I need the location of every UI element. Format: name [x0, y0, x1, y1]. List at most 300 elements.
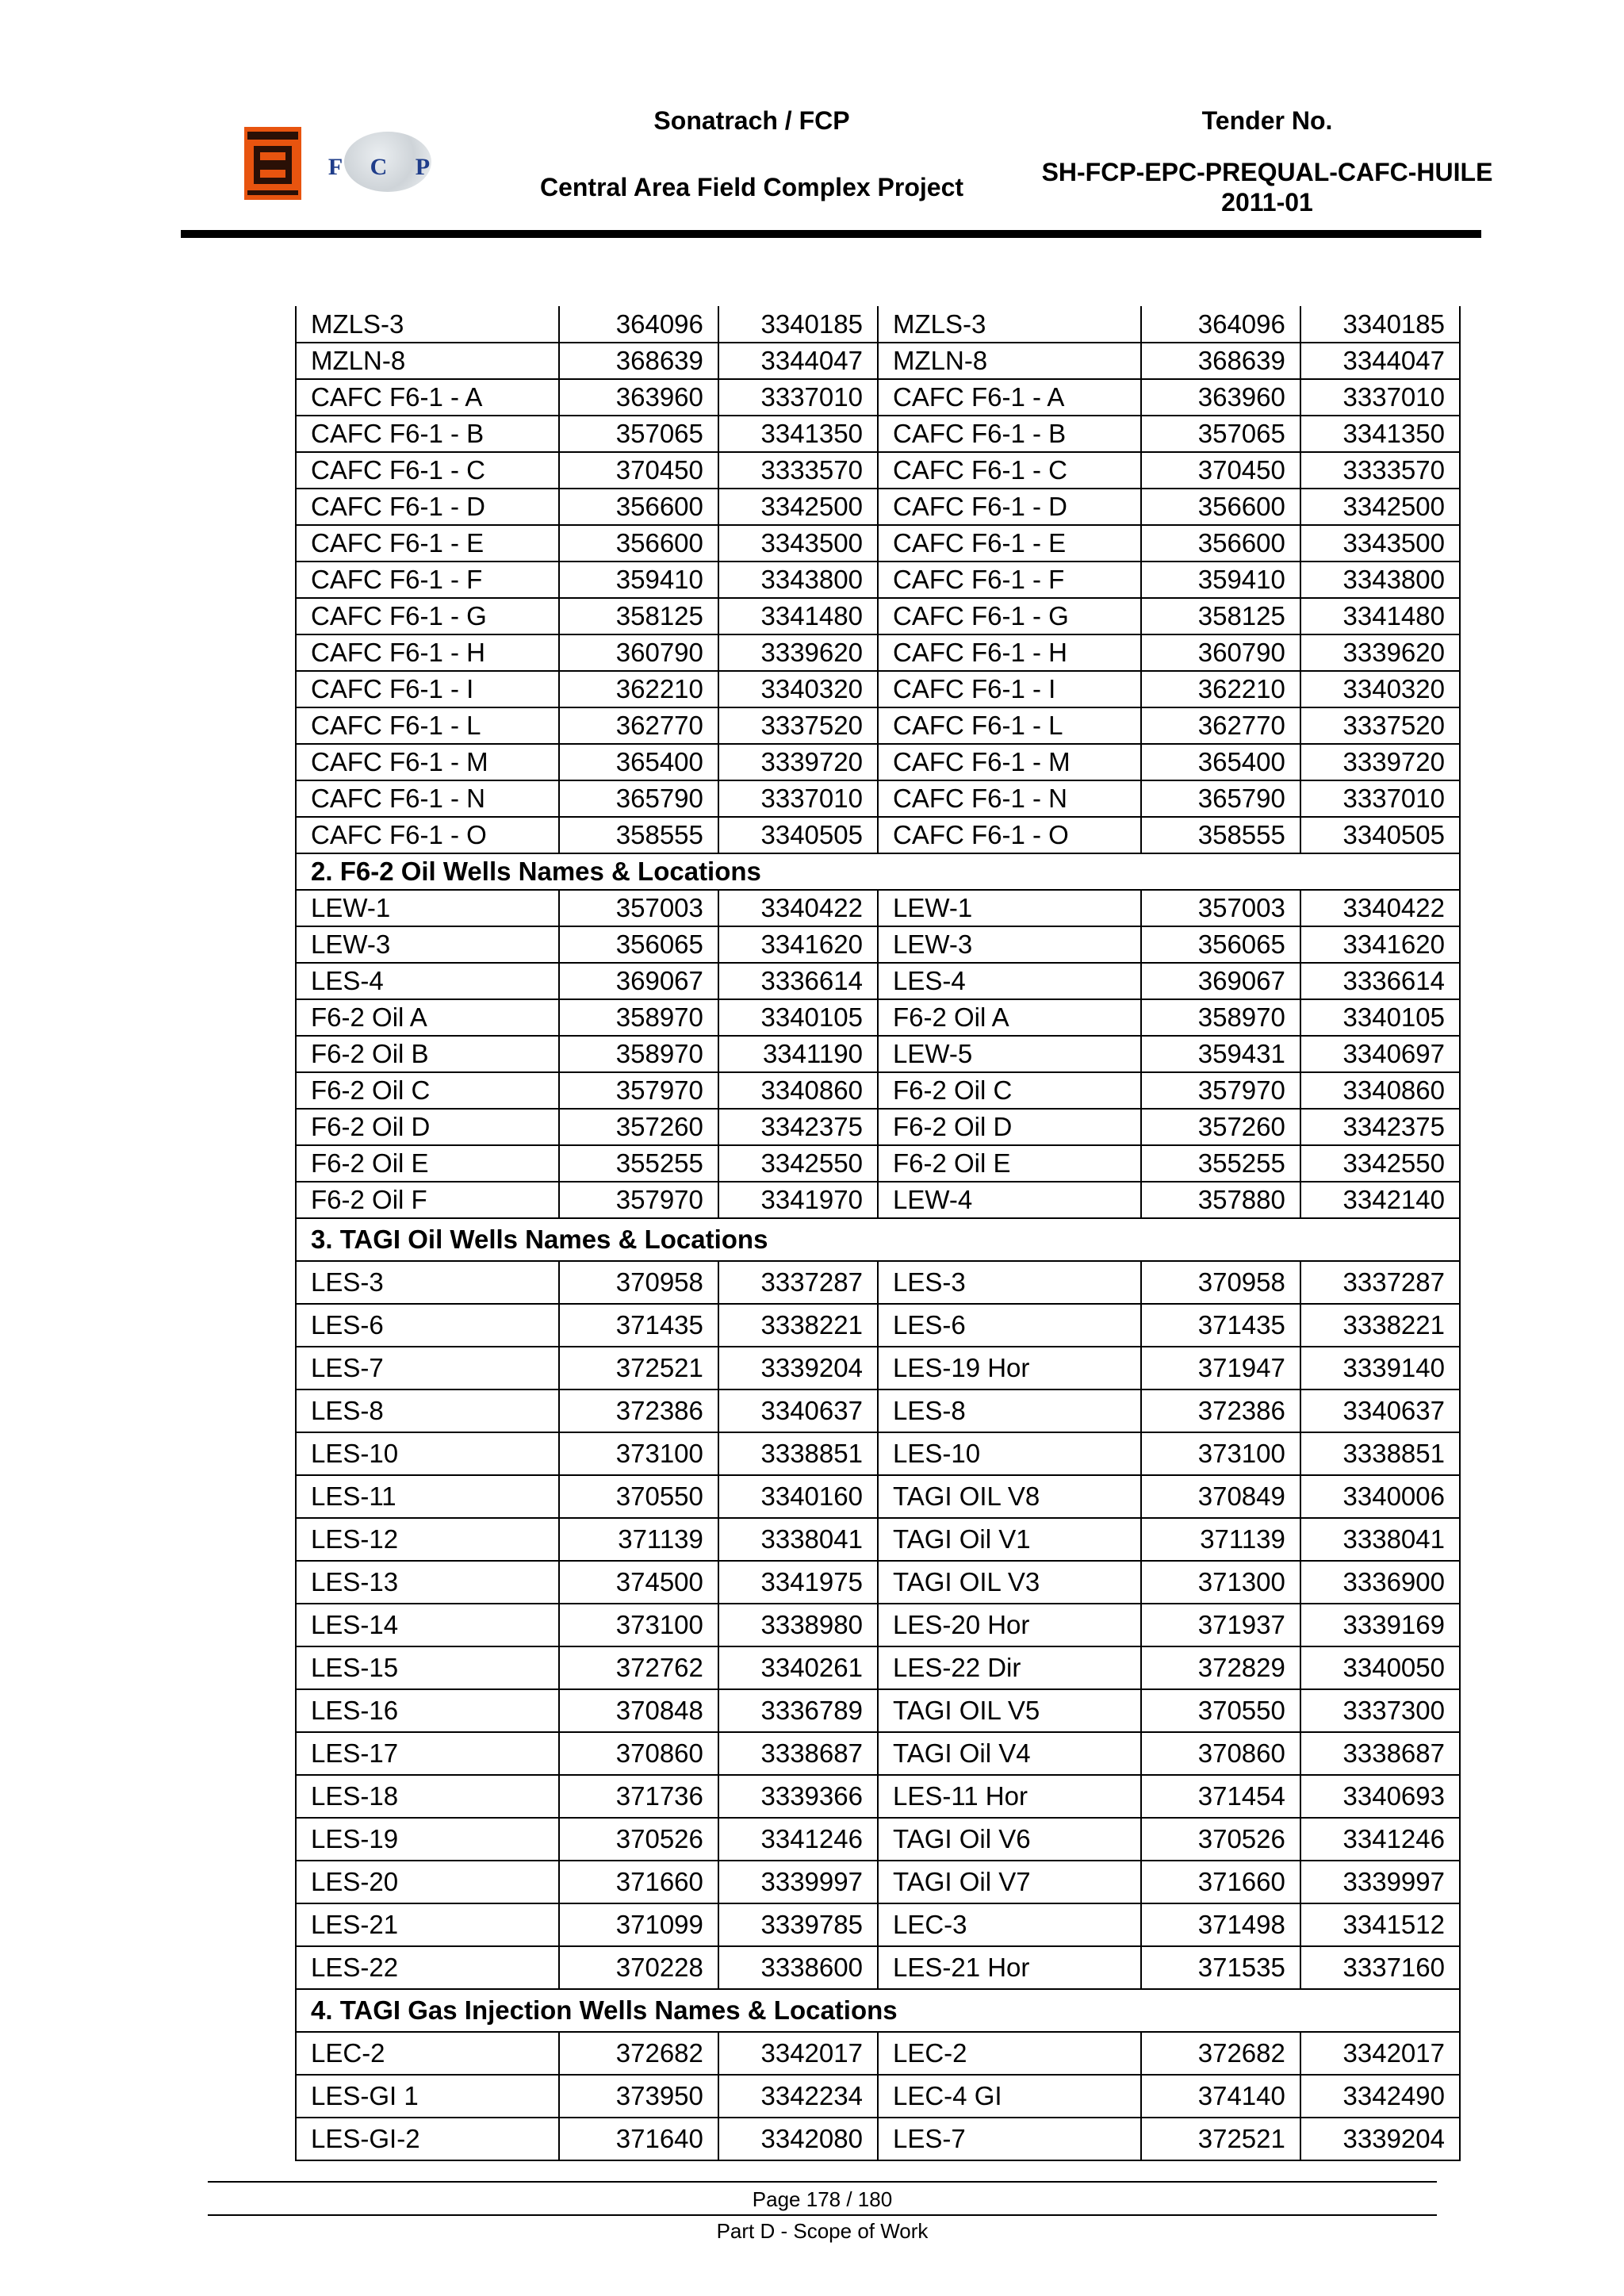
- section-title: 2. F6-2 Oil Wells Names & Locations: [296, 853, 1460, 890]
- well-name-cell: LES-4: [878, 963, 1141, 999]
- easting-cell: 368639: [1141, 343, 1300, 379]
- easting-cell: 371660: [1141, 1861, 1300, 1903]
- northing-cell: 3337160: [1300, 1946, 1460, 1989]
- easting-cell: 373100: [559, 1432, 718, 1475]
- easting-cell: 371498: [1141, 1903, 1300, 1946]
- well-name-cell: CAFC F6-1 - B: [878, 416, 1141, 452]
- table-row: [296, 744, 1460, 780]
- easting-cell: 369067: [1141, 963, 1300, 999]
- easting-cell: 370958: [559, 1261, 718, 1304]
- table-row: [296, 634, 1460, 671]
- well-name-cell: CAFC F6-1 - D: [296, 489, 559, 525]
- table-row: [296, 1304, 1460, 1347]
- well-name-cell: CAFC F6-1 - E: [296, 525, 559, 562]
- easting-cell: 372682: [559, 2032, 718, 2075]
- northing-cell: 3339720: [1300, 744, 1460, 780]
- easting-cell: 358555: [1141, 817, 1300, 853]
- northing-cell: 3340320: [718, 671, 878, 707]
- northing-cell: 3340697: [1300, 1036, 1460, 1072]
- well-name-cell: TAGI Oil V4: [878, 1732, 1141, 1775]
- table-row: [296, 416, 1460, 452]
- easting-cell: 370450: [559, 452, 718, 489]
- easting-cell: 370526: [559, 1818, 718, 1861]
- page-header: [181, 95, 1493, 238]
- easting-cell: 362210: [1141, 671, 1300, 707]
- northing-cell: 3340860: [718, 1072, 878, 1109]
- northing-cell: 3338041: [1300, 1518, 1460, 1561]
- easting-cell: 356065: [559, 926, 718, 963]
- well-name-cell: LEC-2: [296, 2032, 559, 2075]
- northing-cell: 3340050: [1300, 1646, 1460, 1689]
- northing-cell: 3341480: [1300, 598, 1460, 634]
- well-name-cell: CAFC F6-1 - M: [878, 744, 1141, 780]
- northing-cell: 3338041: [718, 1518, 878, 1561]
- northing-cell: 3340261: [718, 1646, 878, 1689]
- easting-cell: 370550: [1141, 1689, 1300, 1732]
- well-name-cell: LEW-4: [878, 1182, 1141, 1218]
- northing-cell: 3341190: [718, 1036, 878, 1072]
- well-name-cell: CAFC F6-1 - A: [296, 379, 559, 416]
- northing-cell: 3336614: [1300, 963, 1460, 999]
- table-row: [296, 489, 1460, 525]
- northing-cell: 3342375: [718, 1109, 878, 1145]
- easting-cell: 372762: [559, 1646, 718, 1689]
- easting-cell: 371535: [1141, 1946, 1300, 1989]
- northing-cell: 3338851: [718, 1432, 878, 1475]
- northing-cell: 3337520: [1300, 707, 1460, 744]
- well-name-cell: MZLN-8: [878, 343, 1141, 379]
- well-name-cell: LES-15: [296, 1646, 559, 1689]
- table-row: [296, 306, 1460, 343]
- easting-cell: 371139: [559, 1518, 718, 1561]
- well-name-cell: TAGI OIL V8: [878, 1475, 1141, 1518]
- well-name-cell: LEW-3: [296, 926, 559, 963]
- easting-cell: 365790: [1141, 780, 1300, 817]
- easting-cell: 357880: [1141, 1182, 1300, 1218]
- well-name-cell: CAFC F6-1 - G: [878, 598, 1141, 634]
- section-header-row: [296, 853, 1460, 890]
- well-name-cell: LES-22: [296, 1946, 559, 1989]
- easting-cell: 355255: [559, 1145, 718, 1182]
- northing-cell: 3340160: [718, 1475, 878, 1518]
- well-name-cell: LEW-1: [296, 890, 559, 926]
- well-name-cell: CAFC F6-1 - F: [296, 562, 559, 598]
- table-row: [296, 1182, 1460, 1218]
- northing-cell: 3338687: [718, 1732, 878, 1775]
- well-name-cell: CAFC F6-1 - E: [878, 525, 1141, 562]
- northing-cell: 3341620: [718, 926, 878, 963]
- easting-cell: 359410: [559, 562, 718, 598]
- easting-cell: 362770: [1141, 707, 1300, 744]
- well-name-cell: F6-2 Oil B: [296, 1036, 559, 1072]
- northing-cell: 3344047: [1300, 343, 1460, 379]
- tender-number: SH-FCP-EPC-PREQUAL-CAFC-HUILE 2011-01: [1041, 158, 1493, 217]
- northing-cell: 3341246: [1300, 1818, 1460, 1861]
- well-name-cell: LES-8: [878, 1389, 1141, 1432]
- northing-cell: 3342490: [1300, 2075, 1460, 2118]
- northing-cell: 3337010: [718, 780, 878, 817]
- well-name-cell: MZLS-3: [878, 306, 1141, 343]
- easting-cell: 355255: [1141, 1145, 1300, 1182]
- well-name-cell: CAFC F6-1 - H: [296, 634, 559, 671]
- northing-cell: 3342017: [718, 2032, 878, 2075]
- table-row: [296, 1347, 1460, 1389]
- northing-cell: 3339204: [718, 1347, 878, 1389]
- easting-cell: 374500: [559, 1561, 718, 1604]
- northing-cell: 3342375: [1300, 1109, 1460, 1145]
- easting-cell: 373100: [559, 1604, 718, 1646]
- section-title: 4. TAGI Gas Injection Wells Names & Locations: [296, 1989, 1460, 2032]
- well-name-cell: LEC-3: [878, 1903, 1141, 1946]
- easting-cell: 358970: [559, 999, 718, 1036]
- well-name-cell: LES-14: [296, 1604, 559, 1646]
- well-name-cell: F6-2 Oil A: [878, 999, 1141, 1036]
- fcp-logo-icon: [322, 127, 447, 203]
- well-name-cell: LES-11 Hor: [878, 1775, 1141, 1818]
- well-name-cell: LEW-5: [878, 1036, 1141, 1072]
- northing-cell: 3342500: [718, 489, 878, 525]
- northing-cell: 3342234: [718, 2075, 878, 2118]
- table-row: [296, 1261, 1460, 1304]
- table-row: [296, 780, 1460, 817]
- easting-cell: 356600: [559, 489, 718, 525]
- easting-cell: 357970: [559, 1072, 718, 1109]
- easting-cell: 356600: [1141, 489, 1300, 525]
- table-row: [296, 1646, 1460, 1689]
- northing-cell: 3339620: [1300, 634, 1460, 671]
- easting-cell: 374140: [1141, 2075, 1300, 2118]
- northing-cell: 3338980: [718, 1604, 878, 1646]
- easting-cell: 371736: [559, 1775, 718, 1818]
- well-name-cell: LES-20 Hor: [878, 1604, 1141, 1646]
- northing-cell: 3343800: [718, 562, 878, 598]
- northing-cell: 3336789: [718, 1689, 878, 1732]
- table-row: [296, 2032, 1460, 2075]
- section-header-row: [296, 1989, 1460, 2032]
- table-row: [296, 1818, 1460, 1861]
- wells-locations-table: [295, 306, 1461, 2161]
- easting-cell: 356600: [559, 525, 718, 562]
- northing-cell: 3342140: [1300, 1182, 1460, 1218]
- easting-cell: 368639: [559, 343, 718, 379]
- easting-cell: 369067: [559, 963, 718, 999]
- table-row: [296, 1072, 1460, 1109]
- northing-cell: 3337520: [718, 707, 878, 744]
- northing-cell: 3341480: [718, 598, 878, 634]
- northing-cell: 3340693: [1300, 1775, 1460, 1818]
- northing-cell: 3343500: [1300, 525, 1460, 562]
- easting-cell: 357970: [1141, 1072, 1300, 1109]
- table-row: [296, 1036, 1460, 1072]
- easting-cell: 365400: [559, 744, 718, 780]
- northing-cell: 3343500: [718, 525, 878, 562]
- table-row: [296, 707, 1460, 744]
- table-row: [296, 999, 1460, 1036]
- northing-cell: 3340006: [1300, 1475, 1460, 1518]
- well-name-cell: CAFC F6-1 - I: [296, 671, 559, 707]
- easting-cell: 358555: [559, 817, 718, 853]
- easting-cell: 372386: [559, 1389, 718, 1432]
- well-name-cell: TAGI OIL V3: [878, 1561, 1141, 1604]
- well-name-cell: LES-18: [296, 1775, 559, 1818]
- table-row: [296, 1903, 1460, 1946]
- well-name-cell: F6-2 Oil E: [296, 1145, 559, 1182]
- table-row: [296, 671, 1460, 707]
- well-name-cell: TAGI Oil V7: [878, 1861, 1141, 1903]
- well-name-cell: LES-21 Hor: [878, 1946, 1141, 1989]
- northing-cell: 3340637: [718, 1389, 878, 1432]
- well-name-cell: CAFC F6-1 - N: [878, 780, 1141, 817]
- fcp-logo-text: F C P: [327, 154, 442, 180]
- easting-cell: 365790: [559, 780, 718, 817]
- northing-cell: 3340505: [718, 817, 878, 853]
- table-row: [296, 2075, 1460, 2118]
- northing-cell: 3341620: [1300, 926, 1460, 963]
- easting-cell: 356065: [1141, 926, 1300, 963]
- northing-cell: 3344047: [718, 343, 878, 379]
- table-row: [296, 1946, 1460, 1989]
- well-name-cell: LEC-2: [878, 2032, 1141, 2075]
- table-row: [296, 1689, 1460, 1732]
- well-name-cell: CAFC F6-1 - H: [878, 634, 1141, 671]
- well-name-cell: LES-19: [296, 1818, 559, 1861]
- northing-cell: 3339785: [718, 1903, 878, 1946]
- northing-cell: 3337010: [1300, 379, 1460, 416]
- northing-cell: 3337287: [1300, 1261, 1460, 1304]
- easting-cell: 372386: [1141, 1389, 1300, 1432]
- company-title: Sonatrach / FCP: [653, 106, 850, 135]
- northing-cell: 3340422: [718, 890, 878, 926]
- well-name-cell: LES-4: [296, 963, 559, 999]
- page-number: Page 178 / 180: [752, 2187, 893, 2211]
- tender-label: Tender No.: [1201, 106, 1333, 135]
- well-name-cell: CAFC F6-1 - L: [878, 707, 1141, 744]
- table-row: [296, 1604, 1460, 1646]
- easting-cell: 371139: [1141, 1518, 1300, 1561]
- easting-cell: 370860: [559, 1732, 718, 1775]
- northing-cell: 3339204: [1300, 2118, 1460, 2160]
- northing-cell: 3338221: [1300, 1304, 1460, 1347]
- table-row: [296, 1109, 1460, 1145]
- easting-cell: 358125: [1141, 598, 1300, 634]
- table-row: [296, 525, 1460, 562]
- well-name-cell: CAFC F6-1 - O: [296, 817, 559, 853]
- well-name-cell: CAFC F6-1 - O: [878, 817, 1141, 853]
- table-row: [296, 343, 1460, 379]
- northing-cell: 3336900: [1300, 1561, 1460, 1604]
- well-name-cell: LES-3: [878, 1261, 1141, 1304]
- table-row: [296, 926, 1460, 963]
- table-row: [296, 1389, 1460, 1432]
- northing-cell: 3341975: [718, 1561, 878, 1604]
- easting-cell: 371099: [559, 1903, 718, 1946]
- well-name-cell: MZLS-3: [296, 306, 559, 343]
- well-name-cell: LES-GI 1: [296, 2075, 559, 2118]
- well-name-cell: LES-6: [296, 1304, 559, 1347]
- easting-cell: 372521: [559, 1347, 718, 1389]
- easting-cell: 370958: [1141, 1261, 1300, 1304]
- easting-cell: 371660: [559, 1861, 718, 1903]
- northing-cell: 3342550: [718, 1145, 878, 1182]
- table-row: [296, 1518, 1460, 1561]
- well-name-cell: CAFC F6-1 - C: [878, 452, 1141, 489]
- northing-cell: 3340422: [1300, 890, 1460, 926]
- easting-cell: 370228: [559, 1946, 718, 1989]
- table-row: [296, 890, 1460, 926]
- table-row: [296, 1775, 1460, 1818]
- well-name-cell: CAFC F6-1 - A: [878, 379, 1141, 416]
- well-name-cell: LES-21: [296, 1903, 559, 1946]
- well-name-cell: F6-2 Oil E: [878, 1145, 1141, 1182]
- table-row: [296, 1475, 1460, 1518]
- well-name-cell: LES-10: [296, 1432, 559, 1475]
- well-name-cell: LES-12: [296, 1518, 559, 1561]
- well-name-cell: LES-11: [296, 1475, 559, 1518]
- easting-cell: 364096: [559, 306, 718, 343]
- easting-cell: 356600: [1141, 525, 1300, 562]
- easting-cell: 358970: [1141, 999, 1300, 1036]
- well-name-cell: CAFC F6-1 - N: [296, 780, 559, 817]
- easting-cell: 357260: [1141, 1109, 1300, 1145]
- well-name-cell: LEC-4 GI: [878, 2075, 1141, 2118]
- well-name-cell: LES-10: [878, 1432, 1141, 1475]
- project-title: Central Area Field Complex Project: [539, 173, 964, 201]
- sonatrach-logo-icon: [244, 127, 301, 200]
- northing-cell: 3333570: [718, 452, 878, 489]
- easting-cell: 357003: [1141, 890, 1300, 926]
- easting-cell: 362210: [559, 671, 718, 707]
- footer-divider-top: [208, 2181, 1437, 2183]
- well-name-cell: LES-13: [296, 1561, 559, 1604]
- easting-cell: 362770: [559, 707, 718, 744]
- northing-cell: 3340185: [1300, 306, 1460, 343]
- well-name-cell: F6-2 Oil C: [296, 1072, 559, 1109]
- northing-cell: 3338221: [718, 1304, 878, 1347]
- well-name-cell: F6-2 Oil A: [296, 999, 559, 1036]
- well-name-cell: LES-17: [296, 1732, 559, 1775]
- well-name-cell: LEW-3: [878, 926, 1141, 963]
- northing-cell: 3342017: [1300, 2032, 1460, 2075]
- table-row: [296, 1732, 1460, 1775]
- well-name-cell: CAFC F6-1 - M: [296, 744, 559, 780]
- well-name-cell: CAFC F6-1 - B: [296, 416, 559, 452]
- easting-cell: 371435: [1141, 1304, 1300, 1347]
- well-name-cell: LES-16: [296, 1689, 559, 1732]
- northing-cell: 3340105: [1300, 999, 1460, 1036]
- easting-cell: 372829: [1141, 1646, 1300, 1689]
- table-row: [296, 817, 1460, 853]
- northing-cell: 3333570: [1300, 452, 1460, 489]
- easting-cell: 373950: [559, 2075, 718, 2118]
- well-name-cell: F6-2 Oil D: [296, 1109, 559, 1145]
- well-name-cell: F6-2 Oil D: [878, 1109, 1141, 1145]
- well-name-cell: CAFC F6-1 - D: [878, 489, 1141, 525]
- well-name-cell: LES-7: [878, 2118, 1141, 2160]
- well-name-cell: CAFC F6-1 - I: [878, 671, 1141, 707]
- easting-cell: 365400: [1141, 744, 1300, 780]
- table-row: [296, 598, 1460, 634]
- northing-cell: 3339366: [718, 1775, 878, 1818]
- table-row: [296, 1145, 1460, 1182]
- northing-cell: 3341350: [718, 416, 878, 452]
- section-title: 3. TAGI Oil Wells Names & Locations: [296, 1218, 1460, 1261]
- table-row: [296, 1432, 1460, 1475]
- well-name-cell: LES-GI-2: [296, 2118, 559, 2160]
- well-name-cell: F6-2 Oil F: [296, 1182, 559, 1218]
- well-name-cell: LES-3: [296, 1261, 559, 1304]
- well-name-cell: CAFC F6-1 - F: [878, 562, 1141, 598]
- easting-cell: 370849: [1141, 1475, 1300, 1518]
- table-row: [296, 1561, 1460, 1604]
- easting-cell: 363960: [1141, 379, 1300, 416]
- well-name-cell: CAFC F6-1 - C: [296, 452, 559, 489]
- northing-cell: 3339620: [718, 634, 878, 671]
- easting-cell: 371300: [1141, 1561, 1300, 1604]
- northing-cell: 3339169: [1300, 1604, 1460, 1646]
- northing-cell: 3342500: [1300, 489, 1460, 525]
- table-row: [296, 452, 1460, 489]
- northing-cell: 3337300: [1300, 1689, 1460, 1732]
- table-row: [296, 562, 1460, 598]
- easting-cell: 371937: [1141, 1604, 1300, 1646]
- table-row: [296, 963, 1460, 999]
- well-name-cell: LEW-1: [878, 890, 1141, 926]
- northing-cell: 3341970: [718, 1182, 878, 1218]
- northing-cell: 3338600: [718, 1946, 878, 1989]
- easting-cell: 358970: [559, 1036, 718, 1072]
- header-divider: [181, 230, 1481, 238]
- easting-cell: 360790: [1141, 634, 1300, 671]
- easting-cell: 370848: [559, 1689, 718, 1732]
- well-name-cell: TAGI Oil V6: [878, 1818, 1141, 1861]
- well-name-cell: LES-6: [878, 1304, 1141, 1347]
- northing-cell: 3339140: [1300, 1347, 1460, 1389]
- easting-cell: 372521: [1141, 2118, 1300, 2160]
- section-header-row: [296, 1218, 1460, 1261]
- northing-cell: 3340637: [1300, 1389, 1460, 1432]
- easting-cell: 359431: [1141, 1036, 1300, 1072]
- northing-cell: 3342550: [1300, 1145, 1460, 1182]
- northing-cell: 3340185: [718, 306, 878, 343]
- well-name-cell: LES-7: [296, 1347, 559, 1389]
- well-name-cell: LES-22 Dir: [878, 1646, 1141, 1689]
- northing-cell: 3337010: [1300, 780, 1460, 817]
- easting-cell: 359410: [1141, 562, 1300, 598]
- northing-cell: 3338687: [1300, 1732, 1460, 1775]
- easting-cell: 371454: [1141, 1775, 1300, 1818]
- well-name-cell: TAGI Oil V1: [878, 1518, 1141, 1561]
- northing-cell: 3341512: [1300, 1903, 1460, 1946]
- northing-cell: 3343800: [1300, 562, 1460, 598]
- easting-cell: 360790: [559, 634, 718, 671]
- northing-cell: 3339997: [718, 1861, 878, 1903]
- easting-cell: 370550: [559, 1475, 718, 1518]
- easting-cell: 358125: [559, 598, 718, 634]
- easting-cell: 357065: [1141, 416, 1300, 452]
- table-row: [296, 2118, 1460, 2160]
- easting-cell: 370450: [1141, 452, 1300, 489]
- well-name-cell: CAFC F6-1 - L: [296, 707, 559, 744]
- well-name-cell: LES-19 Hor: [878, 1347, 1141, 1389]
- easting-cell: 364096: [1141, 306, 1300, 343]
- northing-cell: 3339720: [718, 744, 878, 780]
- northing-cell: 3340505: [1300, 817, 1460, 853]
- well-name-cell: CAFC F6-1 - G: [296, 598, 559, 634]
- easting-cell: 371947: [1141, 1347, 1300, 1389]
- easting-cell: 370860: [1141, 1732, 1300, 1775]
- footer-divider-bottom: [208, 2214, 1437, 2216]
- easting-cell: 357003: [559, 890, 718, 926]
